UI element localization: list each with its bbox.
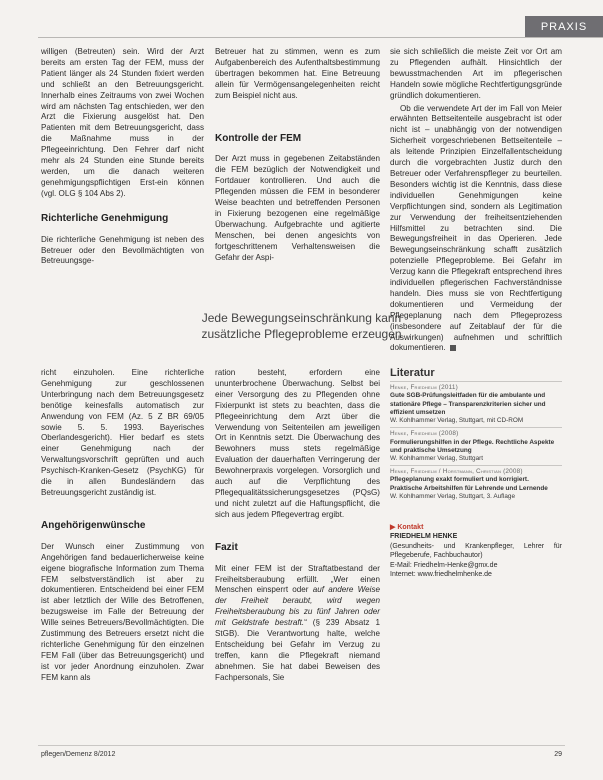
column-2-bottom — [215, 368, 380, 684]
pull-quote-line-2: zusätzliche Pflegeprobleme erzeugen — [201, 327, 402, 341]
column-1-bottom — [41, 368, 204, 684]
divider — [390, 465, 562, 466]
literature-heading: Literatur — [390, 367, 435, 380]
top-divider — [38, 37, 603, 38]
literature-item — [390, 430, 562, 463]
page-number: 29 — [554, 751, 562, 758]
footer-publication: pflegen/Demenz 8/2012 — [41, 751, 116, 758]
paragraph: Der Wunsch einer Zustimmung von Angehörigen fand bedauerlicherweise keine eigene biografische Information zum Thema FEM selbstverständlich ist aber zu dokumentieren. Entscheidend bei einer FEM ist aber letztlich der Wille des Betroffenen, bezugsweise im Falle der Betreuung der Wille seines Betreuers/Bevollmächtigten. Die Zustimmung des Betreuers ersetzt nicht die richterliche Genehmigung für den einzelnen FEM Fall (über das Betreuungsgericht) und ist vor jeder Anordnung einzuholen. Zwar FEM kann als — [41, 541, 204, 682]
column-3 — [390, 47, 562, 579]
contact-header — [390, 523, 562, 532]
divider — [390, 427, 562, 428]
section-tab: PRAXIS — [525, 16, 603, 38]
contact-email[interactable]: E-Mail: Friedhelm-Henke@gmx.de — [390, 561, 498, 569]
heading-kontrolle-der-fem: Kontrolle der FEM — [215, 132, 302, 144]
lit-author: Henke, Friedhelm (2011) — [390, 384, 459, 392]
column-2-top — [215, 47, 380, 264]
lit-title: Pflegeplanung exakt formuliert und korrigiert. Praktische Arbeitshilfen für Lehrende und Lernende — [390, 476, 548, 492]
lit-publisher: W. Kohlhammer Verlag, Stuttgart, mit CD-ROM — [390, 417, 524, 425]
lit-publisher: W. Kohlhammer Verlag, Stuttgart — [390, 454, 484, 462]
column-1-top — [41, 47, 204, 267]
contact-label: Kontakt — [397, 523, 424, 531]
fazit-quote: auf andere Weise der Freiheit beraubt, wird wegen Freiheitsberaubung bis zu fünf Jahren oder mit Geldstrafe bestraft. — [215, 585, 380, 628]
contact-arrow-icon: ▶ — [390, 523, 396, 531]
contact-name: FRIEDHELM HENKE — [390, 533, 458, 541]
heading-angehoerigenwuensche: Angehörigenwünsche — [41, 519, 146, 531]
lit-author: Henke, Friedhelm (2008) — [390, 430, 459, 438]
contact-website[interactable]: Internet: www.friedhelmhenke.de — [390, 570, 492, 578]
paragraph — [215, 564, 380, 684]
lit-title: Formulierungshilfen in der Pflege. Rechtliche Aspekte und praktische Umsetzung — [390, 438, 555, 454]
paragraph: Der Arzt muss in gegebenen Zeitabständen die FEM bezüglich der Notwendigkeit und Fortdauer kontrollieren. Und auch die Pflegenden müssen die FEM in besonderer Weise beachten und betreffenden Personen in Fixierung bezogenen eine regelmäßige Überwachung. Aufgebrachte und agitierte Menschen, bei denen angesichts von fortgeschrittenem Verhaltensweisen die Gefahr der Aspi- — [215, 154, 380, 262]
literature-item — [390, 384, 562, 425]
literature-section — [390, 368, 562, 501]
paragraph: richt einzuholen. Eine richterliche Genehmigung zur geschlossenen Unterbringung nach dem Betreuungsgesetz benötige keinesfalls automatisch zur Anwendung von FEM (Az. 5 Z BR 69/05 sowie 5. 5. 1993. Bayerisches Oberlandesgericht). Hier bedarf es stets einer Genehmigung nach der Verwaltungsvorschrift geprüften und auch Psychisch-Kranken-Gesetz (PsychKG) für die in allen Bundesländern das Betreuungsgericht zuständig ist. — [41, 368, 204, 497]
lit-publisher: W. Kohlhammer Verlag, Stuttgart, 3. Auflage — [390, 492, 516, 500]
paragraph: Die richterliche Genehmigung ist neben des Betreuer oder den Bevollmächtigten von Betreuungsge- — [41, 234, 204, 266]
heading-fazit: Fazit — [215, 541, 238, 553]
paragraph: ration besteht, erfordern eine ununterbrochene Überwachung. Selbst bei einer Versorgung des zu Pflegenden ohne Fixierpunkt ist stets zu beachten, dass die Pflegeeinrichtung dem Arzt über die Verwendung von Seitenteilen am jeweiligen Ort in Kenntnis setzt. Die Überwachung des Bewohners muss stets regelmäßige Evaluation der dauerhaften Verringerung der Bewohnerpraxis vorgelegen. Vorsorglich und auch auf die Verpflichtung des Pflegequalitätssicherungsgesetzes (PQsG) und nicht zuletzt auf die Haftungspflicht, die sich aus jedem Pflegevertrag ergibt. — [215, 368, 380, 519]
fazit-text-b: “ (§ 239 Absatz 1 StGB). Die Verantwortung halte, welche Entscheidung bei Gefahr im Verzug zu treffen, kann die Pflegekraft niemand abnehmen. Sie hat dabei Beweisen des Fachpersonals, Sie — [215, 618, 380, 682]
paragraph: willigen (Betreuten) sein. Wird der Arzt bereits am ersten Tag der FEM, muss der Patient länger als 24 Stunden fixiert werden und schließt an den Betreuungsgericht. Innerhalb eines Zeitraums von zwei Wochen wird am nächsten Tag entschieden, wer den Arzt die Fixierung ausgelöst hat. Den Patienten mit dem Betreuungsgericht, dass die Maßnahme muss in der Pflegeeinrichtung. Den Fehrer darf nicht mehr als 24 Stunden eine Stunde bereits werden, um die danach weiteren genehmigungspflichtigen Erst-ein können (vgl. OLG § 104 Abs 2). — [41, 47, 204, 198]
pull-quote-line-1: Jede Bewegungseinschränkung kann — [201, 311, 402, 325]
contact-box — [390, 523, 562, 579]
paragraph: Ob die verwendete Art der im Fall von Meier erwähnten Bettseitenteile ausgebracht ist oder nicht ist – unabhängig von der notwendigen Sicherheit vorgeschriebenen Bettseitenteile – als leitende Prinzipien Einzelfallentscheidung durch die vorgebrachten Justiz durch den Betreuer oder Verfahrenspfleger zu beurteilen. Besonders wichtig ist die Kenntnis, dass diese individuellen Genehmigungen keine Verpflichtungen sind, sondern als Legitimation zur Verwendung der freiheitsentziehenden Hilfsmittel zu betrachten sind. Die Bewegungsfreiheit in das Operieren. Jede Bewegungseinschränkung schafft zusätzlich potenzielle Pflegeprobleme. Bei Gefahr im Verzug kann die Pflegekraft entsprechend ihres individuellen pflegerischen Fachverständnisse handeln. Dies muss sie von Rechtfertigung dokumentieren und Vermeidung der Pflegeplanung nach dem Pflegeprozess (insbesondere auf Zeitablauf der für die Auswirkungen) aufnehmen und schriftlich dokumentieren. — [390, 103, 562, 353]
end-of-article-marker — [450, 345, 456, 351]
contact-role: (Gesundheits- und Krankenpfleger, Lehrer für Pflegeberufe, Fachbuchautor) — [390, 542, 562, 560]
paragraph: Betreuer hat zu stimmen, wenn es zum Aufgabenbereich des Aufenthaltsbestimmung übertragen bekommen hat. Eine Betreuung allein für Vermögensangelegenheiten reicht zum Beispiel nicht aus. — [215, 47, 380, 100]
fazit-text-a: Mit einer FEM ist der Straftatbestand der Freiheitsberaubung erfüllt. „Wer einen Menschen einsperrt oder — [215, 563, 380, 595]
heading-richterliche-genehmigung: Richterliche Genehmigung — [41, 212, 169, 224]
paragraph: sie sich schließlich die meiste Zeit vor Ort am zu Pflegenden aufhält. Hinsichtlich der bewusstmachenden Art im pflegerischen Handeln sowie mögliche Rechtfertigungsgründe gründlich dokumentieren. — [390, 47, 562, 100]
bottom-divider — [38, 745, 565, 746]
lit-author: Henke, Friedhelm / Horstmann, Christian (2008) — [390, 468, 523, 476]
lit-title: Gute SGB-Prüfungsleitfaden für die ambulante und stationäre Pflege – Transparenzkriterien sicher und effizient umsetzen — [390, 392, 546, 416]
divider — [390, 381, 562, 382]
literature-item — [390, 468, 562, 501]
